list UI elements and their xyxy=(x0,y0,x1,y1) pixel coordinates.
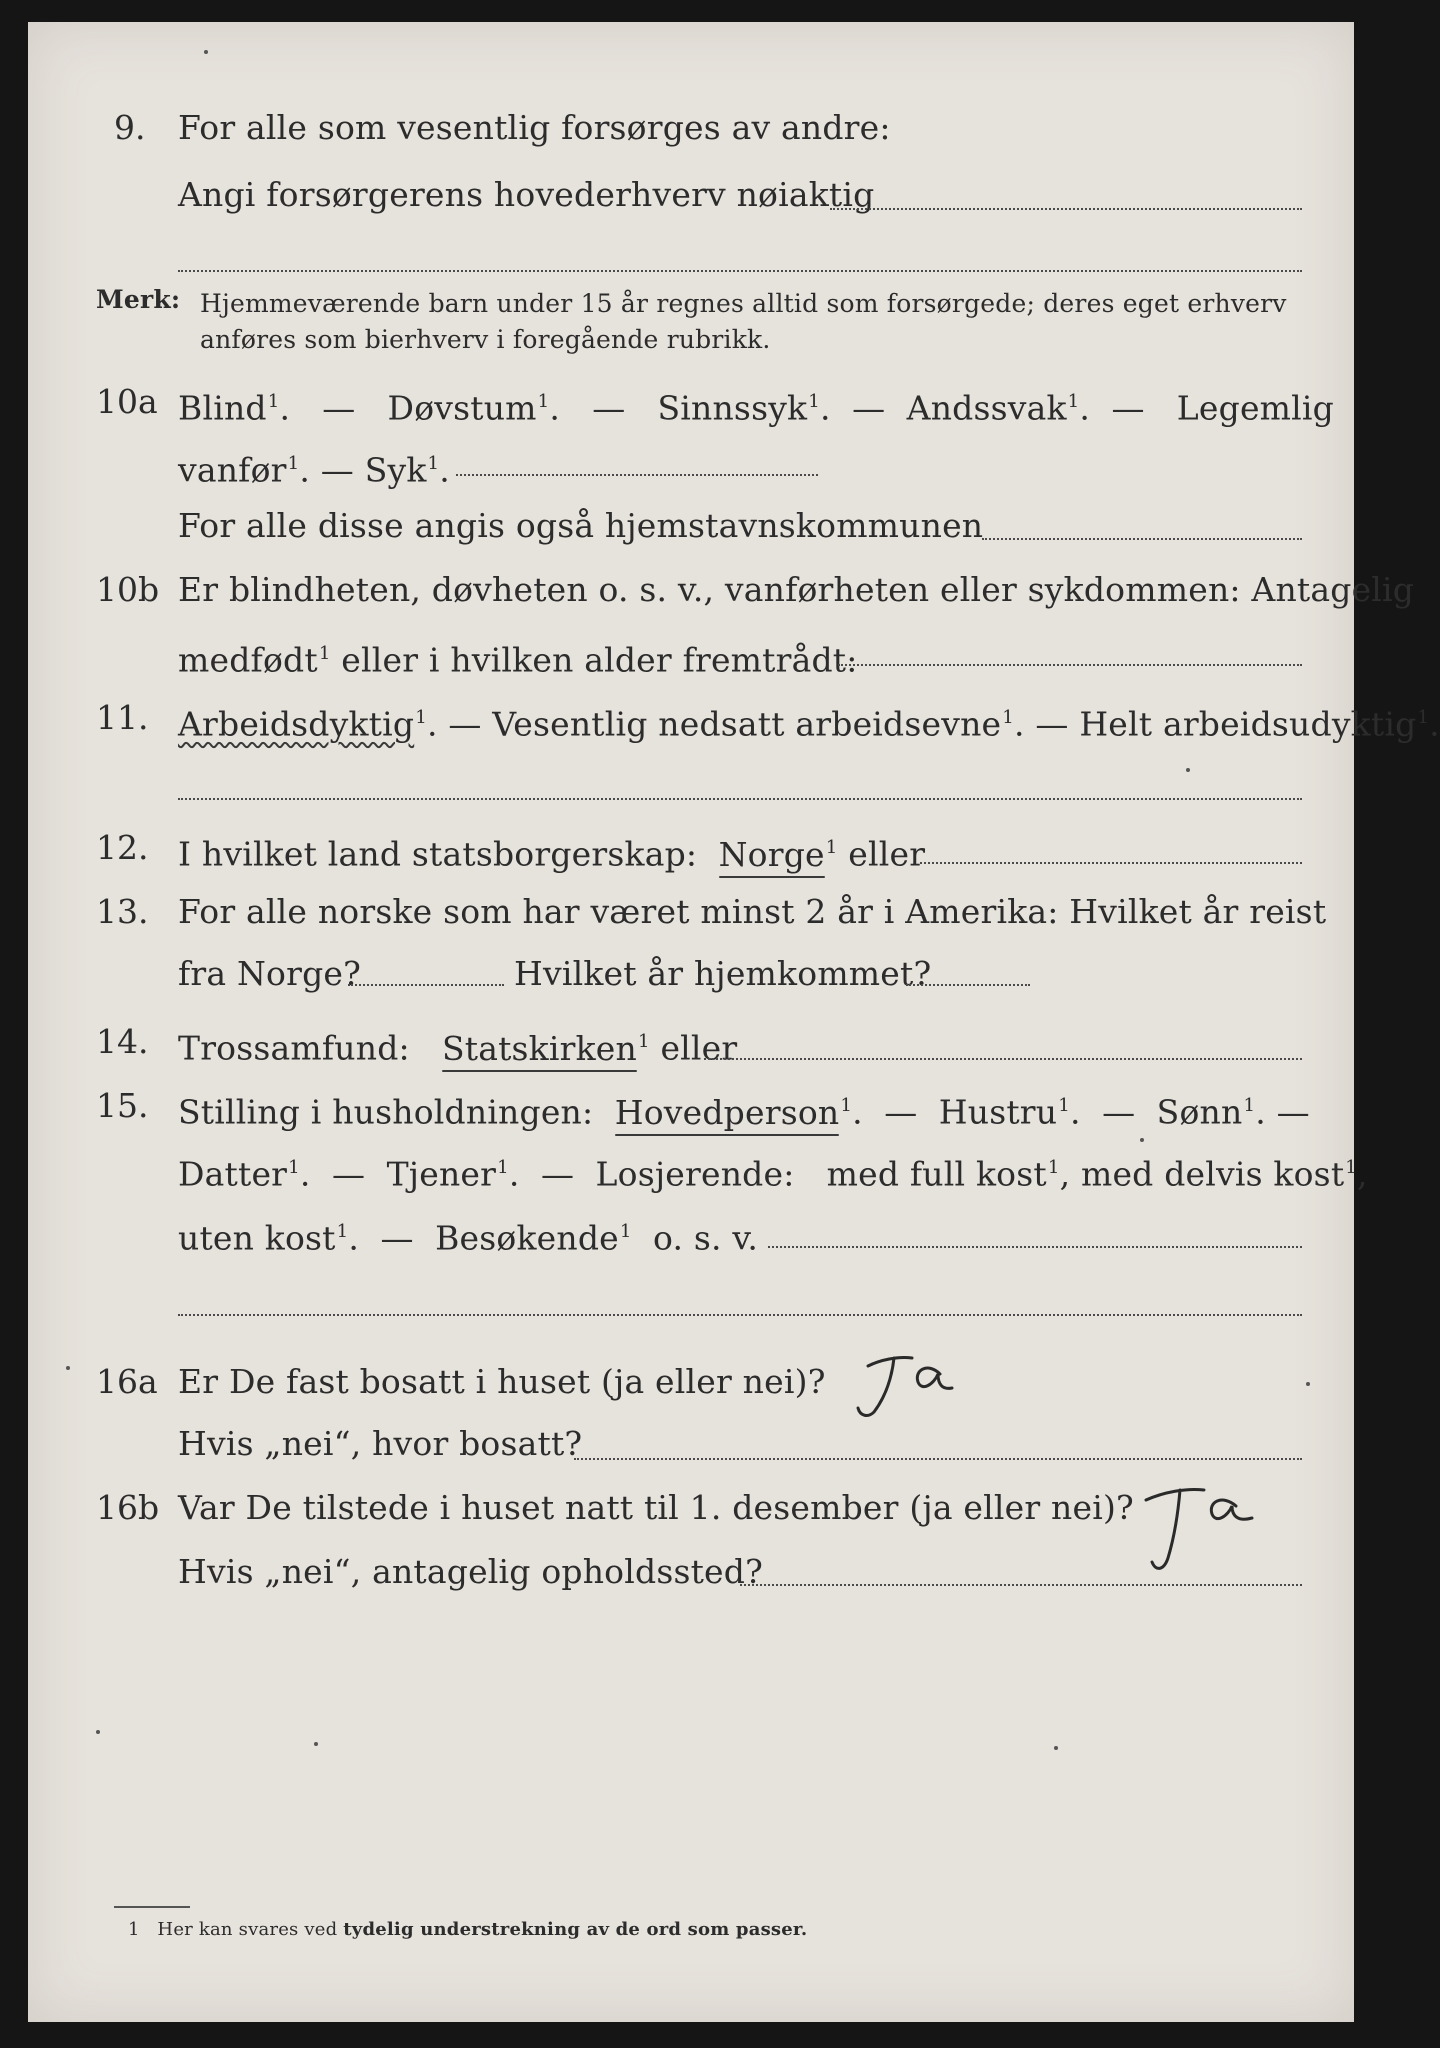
q13-hjemkommet-line[interactable] xyxy=(906,984,1030,986)
merk-line1: Hjemmeværende barn under 15 år regnes alltid som forsørgede; deres eget erhverv xyxy=(200,289,1287,318)
paper-speck xyxy=(66,1366,70,1370)
q15-answer-line-2[interactable] xyxy=(178,1314,1302,1316)
q10a-hjemstavn-line[interactable] xyxy=(982,538,1302,540)
q15-line2: Datter$^1$. — Tjener$^1$. — Losjerende: med full kost$^1$, med delvis kost$^1$, xyxy=(178,1154,1368,1194)
merk-line2: anføres som bierhverv i foregående rubrikk. xyxy=(200,325,771,354)
opt-andssvak[interactable]: Andssvak xyxy=(906,388,1067,428)
q14-line: Trossamfund: Statskirken$^1$ eller xyxy=(178,1028,738,1068)
q14-answer-line[interactable] xyxy=(704,1058,1302,1060)
paper-speck xyxy=(204,50,208,54)
q12-answer-line[interactable] xyxy=(920,862,1302,864)
paper-speck xyxy=(96,1730,100,1734)
q10b-line2: medfødt$^1$ eller i hvilken alder fremtrådt: xyxy=(178,640,858,680)
footnote: 1 Her kan svares ved tydelig understrekning av de ord som passer. xyxy=(128,1919,808,1940)
q10a-number: 10a xyxy=(96,382,158,421)
opt-dovstum[interactable]: Døvstum xyxy=(387,388,537,428)
opt-full-kost[interactable]: med full kost xyxy=(826,1154,1047,1194)
census-form-page xyxy=(28,22,1440,2022)
q15-answer-line[interactable] xyxy=(768,1246,1302,1248)
opt-legemlig[interactable]: Legemlig xyxy=(1176,388,1335,428)
opt-uten-kost[interactable]: uten kost xyxy=(178,1218,336,1258)
opt-hovedperson-underlined[interactable]: Hovedperson xyxy=(614,1092,840,1132)
q13-line2b: Hvilket år hjemkommet? xyxy=(514,954,932,993)
q12-number: 12. xyxy=(96,828,149,867)
q15-line3: uten kost$^1$. — Besøkende$^1$ o. s. v. xyxy=(178,1218,759,1258)
q13-line2a: fra Norge? xyxy=(178,954,362,993)
opt-besokende[interactable]: Besøkende xyxy=(435,1218,619,1258)
q9-answer-line-2[interactable] xyxy=(178,270,1302,272)
opt-udyktig[interactable]: Helt arbeidsudyktig xyxy=(1079,704,1417,744)
q9-number: 9. xyxy=(114,108,146,147)
q16b-answer-line[interactable] xyxy=(740,1584,1302,1586)
dash: — xyxy=(322,388,356,428)
handwritten-answer-ja-16a xyxy=(828,1340,958,1424)
opt-vanfor[interactable]: vanfør xyxy=(178,450,287,490)
q16a-line2: Hvis „nei“, hvor bosatt? xyxy=(178,1424,583,1463)
q10b-answer-line[interactable] xyxy=(838,664,1302,666)
q12-line: I hvilket land statsborgerskap: Norge$^1$ eller xyxy=(178,834,926,874)
q10a-answer-line[interactable] xyxy=(456,474,818,476)
q9-line1: For alle som vesentlig forsørges av andre: xyxy=(178,108,891,147)
opt-arbeidsdyktig-underlined[interactable]: Arbeidsdyktig xyxy=(178,704,415,744)
q15-number: 15. xyxy=(96,1086,149,1125)
q11-answer-line[interactable] xyxy=(178,798,1302,800)
footnote-separator xyxy=(114,1906,190,1908)
opt-sonn[interactable]: Sønn xyxy=(1156,1092,1243,1132)
q9-answer-line[interactable] xyxy=(830,208,1302,210)
opt-hustru[interactable]: Hustru xyxy=(938,1092,1058,1132)
q16a-line1: Er De fast bosatt i huset (ja eller nei)? xyxy=(178,1362,826,1401)
opt-statskirken-underlined[interactable]: Statskirken xyxy=(441,1028,637,1068)
paper-speck xyxy=(1186,768,1190,772)
opt-nedsatt[interactable]: Vesentlig nedsatt arbeidsevne xyxy=(492,704,1002,744)
q16b-line1: Var De tilstede i huset natt til 1. desember (ja eller nei)? xyxy=(178,1488,1134,1527)
q11-options: Arbeidsdyktig$^1$. — Vesentlig nedsatt arbeidsevne$^1$. — Helt arbeidsudyktig$^1$. xyxy=(178,704,1440,744)
paper-speck xyxy=(1054,1746,1058,1750)
q13-line1: For alle norske som har været minst 2 år i Amerika: Hvilket år reist xyxy=(178,892,1327,931)
opt-norge-underlined[interactable]: Norge xyxy=(718,834,825,874)
q16b-number: 16b xyxy=(96,1488,160,1527)
q13-number: 13. xyxy=(96,892,149,931)
paper-speck xyxy=(1306,1382,1310,1386)
q10a-options-line1: Blind$^1$. — Døvstum$^1$. — Sinnssyk$^1$. — Andssvak$^1$. — Legemlig xyxy=(178,388,1335,428)
q10a-options-line2: vanfør$^1$. — Syk$^1$. xyxy=(178,450,450,490)
q9-line2: Angi forsørgerens hovederhverv nøiaktig xyxy=(178,175,875,214)
q16a-answer-line[interactable] xyxy=(574,1458,1302,1460)
q10b-line1: Er blindheten, døvheten o. s. v., vanførheten eller sykdommen: Antagelig xyxy=(178,570,1415,609)
opt-delvis-kost[interactable]: med delvis kost xyxy=(1080,1154,1345,1194)
q14-number: 14. xyxy=(96,1022,149,1061)
opt-blind[interactable]: Blind xyxy=(178,388,267,428)
q16b-line2: Hvis „nei“, antagelig opholdssted? xyxy=(178,1552,763,1591)
handwritten-answer-ja-16b xyxy=(1116,1466,1266,1586)
paper-speck xyxy=(1140,1138,1144,1142)
paper-speck xyxy=(314,1742,318,1746)
opt-tjener[interactable]: Tjener xyxy=(386,1154,497,1194)
q16a-number: 16a xyxy=(96,1362,158,1401)
q10b-number: 10b xyxy=(96,570,160,609)
q15-line1: Stilling i husholdningen: Hovedperson$^1$. — Hustru$^1$. — Sønn$^1$. — xyxy=(178,1092,1310,1132)
opt-syk[interactable]: Syk xyxy=(364,450,427,490)
opt-sinnssyk[interactable]: Sinnssyk xyxy=(657,388,808,428)
q11-number: 11. xyxy=(96,698,149,737)
q10a-line3: For alle disse angis også hjemstavnskommunen xyxy=(178,506,984,545)
merk-label: Merk: xyxy=(96,285,181,314)
opt-datter[interactable]: Datter xyxy=(178,1154,288,1194)
q13-reist-line[interactable] xyxy=(348,984,504,986)
